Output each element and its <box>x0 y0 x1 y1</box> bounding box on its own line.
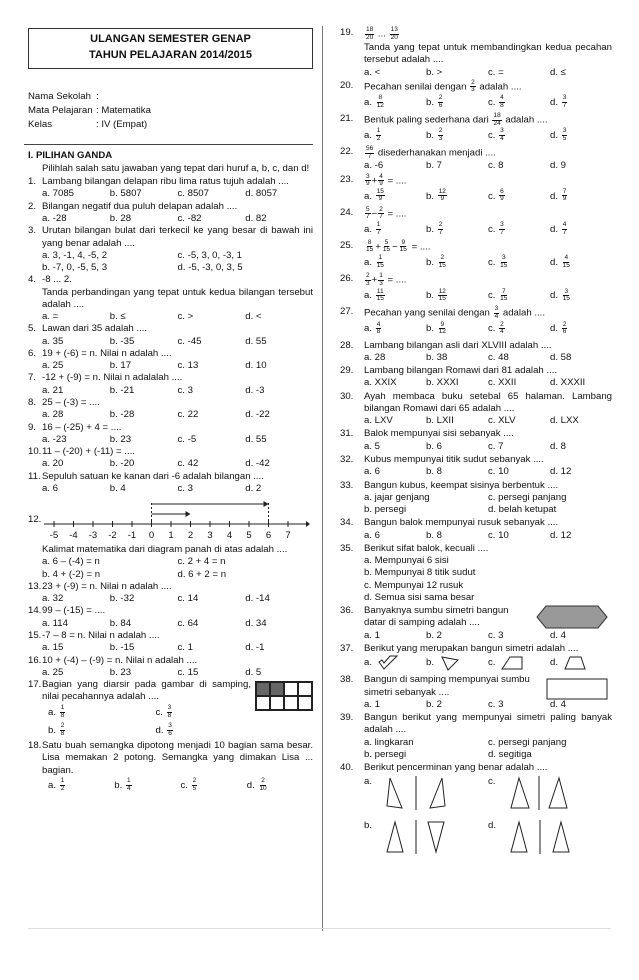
option-d: d. -22 <box>245 409 270 421</box>
option-a: a. 25 <box>42 666 64 678</box>
tick-label: 4 <box>226 530 233 542</box>
question-number: 15. <box>28 629 42 641</box>
school-name-value: : <box>96 90 99 102</box>
question-number: 36. <box>340 605 354 617</box>
subject-value: : Matematika <box>96 105 151 117</box>
option-a: a. $\frac{1}{8}$ <box>48 704 65 719</box>
option-c: c. 2 + 4 = n <box>177 556 226 568</box>
option-c: c. 8 <box>488 160 504 172</box>
question-30: 30. Ayah membaca buku setebal 65 halaman. Lambang bilangan Romawi dari 65 adalah .... a. LXV b. LXII c. XLV d. LXX <box>340 390 612 427</box>
tick-label: 3 <box>207 530 213 542</box>
trapezoid-shape <box>501 655 523 671</box>
question-text: Balok mempunyai sisi sebanyak .... <box>364 428 514 440</box>
question-31: 31. Balok mempunyai sisi sebanyak .... a. 5 b. 6 c. 7 d. 8 <box>340 428 612 453</box>
question-text: -7 – 8 = n. Nilai n adalah .... <box>42 629 160 641</box>
class-label: Kelas <box>28 119 52 131</box>
school-name-label: Nama Sekolah <box>28 90 91 102</box>
tick-label: -4 <box>69 530 78 542</box>
question-text: Bangun di samping mempunyai sumbu simetri sebanyak .... <box>364 674 530 698</box>
option-d: d. 55 <box>245 335 267 347</box>
question-17 <box>28 679 313 740</box>
question-number: 18. <box>28 740 42 751</box>
question-22: 22. $\frac{56}{7}$ disederhanakan menjadi .... a. -6 b. 7 c. 8 d. 9 <box>340 146 612 172</box>
question-number: 40. <box>340 762 354 774</box>
question-text: Bangun berikut yang mempunyai simetri paling banyak adalah .... <box>364 712 612 736</box>
question-text: Lambang bilangan Romawi dari 81 adalah .... <box>364 365 558 377</box>
question-text: 16 – (-25) + 4 = .... <box>42 421 122 433</box>
question-text: Bagian yang diarsir pada gambar di samping, nilai pecahannya adalah .... <box>42 679 251 703</box>
option-d: d. 8057 <box>245 188 278 200</box>
option-a: a. 20 <box>42 458 64 470</box>
option-d: d. 2 <box>245 482 262 494</box>
question-2 <box>28 201 313 226</box>
option-a: a. $\frac{1}{2}$ <box>48 777 65 792</box>
option-a: a. -28 <box>42 213 67 224</box>
question-35: 35. Berikut sifat balok, kecuali .... a. Mempunyai 6 sisi b. Mempunyai 8 titik sudut c. Mempunyai 12 rusuk d. Semua sisi sama besar <box>340 543 612 604</box>
question-12 <box>28 500 313 581</box>
tick-label: 1 <box>168 530 174 542</box>
option-b: b. -35 <box>109 335 135 347</box>
option-a: a. < <box>364 66 381 78</box>
trapezoid-shape <box>564 655 586 671</box>
question-number: 26. <box>340 273 354 285</box>
question-34: 34. Bangun balok mempunyai rusuk sebanyak .... a. 6 b. 8 c. 10 d. 12 <box>340 517 612 542</box>
question-text: Lambang bilangan delapan ribu lima ratus tujuh adalah .... <box>42 176 289 188</box>
fraction: $\frac{1}{8}$ <box>60 704 65 719</box>
grid-cell <box>270 696 284 710</box>
left-column <box>28 26 313 795</box>
option-c: c. 1 <box>177 642 193 654</box>
question-15 <box>28 630 313 655</box>
shaded-cell <box>270 682 284 696</box>
reflection-pair-a <box>386 776 448 810</box>
option-c: c. 3 <box>177 384 193 396</box>
option-b: b. -20 <box>109 458 135 470</box>
option-a: a. 6 <box>42 482 59 494</box>
option-c: c. 15 <box>177 666 199 678</box>
tick-label: -5 <box>49 530 59 542</box>
option-c: c. 64 <box>177 617 199 629</box>
question-38: 38. Bangun di samping mempunyai sumbu simetri sebanyak .... a. 1 b. 2 c. 3 d. 4 <box>340 674 612 711</box>
question-text: Berikut yang merupakan bangun simetri adalah .... <box>364 642 579 654</box>
question-text: Lambang bilangan asli dari XLVIII adalah .... <box>364 339 552 351</box>
fraction: $\frac{2}{8}$ <box>60 722 65 737</box>
tick-label: 0 <box>148 530 155 542</box>
option-b: b. 28 <box>109 213 132 224</box>
question-number: 10. <box>28 446 42 458</box>
question-1 <box>28 176 313 201</box>
reflection-pair-d <box>510 820 572 854</box>
question-number: 20. <box>340 79 354 91</box>
question-9 <box>28 422 313 447</box>
question-32: 32. Kubus mempunyai titik sudut sebanyak .... a. 6 b. 8 c. 10 d. 12 <box>340 454 612 479</box>
option-c: c. 8507 <box>177 188 209 200</box>
option-c: c. -5, 3, 0, -3, 1 <box>177 249 243 261</box>
question-14 <box>28 605 313 630</box>
question-27: 27. Pecahan yang senilai dengan $\frac{3}{4}$ adalah .... a. $\frac{4}{8}$ b. $\frac{9}{12}$ c. $\frac{2}{4}$ d. $\frac{2}{6}$ <box>340 305 567 336</box>
question-text: Urutan bilangan bulat dari terkecil ke yang besar di bawah ini yang benar adalah .... <box>42 225 313 249</box>
question-text: Berikut sifat balok, kecuali .... <box>364 542 489 554</box>
option-a: a. = <box>42 311 59 323</box>
option-d: d. -1 <box>245 642 265 654</box>
question-number: 22. <box>340 146 354 158</box>
option-a: a. 15 <box>42 642 64 654</box>
axis-arrow <box>306 521 310 527</box>
arrow-head <box>264 501 269 507</box>
option-c: c. = <box>488 66 504 78</box>
question-number: 24. <box>340 206 354 218</box>
reflection-pair-c <box>509 776 571 810</box>
option-a: a. 25 <box>42 360 64 372</box>
question-text: Tanda perbandingan yang tepat untuk kedua bilangan tersebut adalah .... <box>42 286 313 310</box>
question-number: 6. <box>28 347 37 359</box>
grid-cell <box>284 682 298 696</box>
question-number: 13. <box>28 580 42 592</box>
question-8 <box>28 397 313 422</box>
question-16 <box>28 655 313 680</box>
question-7 <box>28 372 313 397</box>
question-text: Bangun balok mempunyai rusuk sebanyak .... <box>364 517 559 529</box>
option-b: b. 23 <box>109 666 132 678</box>
option-c: c. -5 <box>177 433 197 445</box>
question-number: 31. <box>340 428 354 440</box>
question-23: 23. $\frac{3}{9}$ + $\frac{4}{9}$ = .... a. $\frac{15}{9}$ b. $\frac{12}{9}$ c. $\frac{6}{9}$ d. $\frac{7}{9}$ <box>340 172 567 203</box>
question-6 <box>28 348 313 373</box>
question-number: 21. <box>340 113 354 125</box>
option-a: a. -23 <box>42 433 67 445</box>
option-a: a. 32 <box>42 593 64 605</box>
option-a: a. 114 <box>42 617 68 629</box>
question-19: 19. $\frac{18}{20}$ ... $\frac{13}{20}$ Tanda yang tepat untuk membandingkan kedua pecahan tersebut adalah .... a. < b. > c. = d. ≤ <box>340 26 612 78</box>
option-b: b. -32 <box>109 593 135 605</box>
question-text: 19 + (-6) = n. Nilai n adalah .... <box>42 347 172 359</box>
question-28: 28. Lambang bilangan asli dari XLVIII adalah .... a. 28 b. 38 c. 48 d. 58 <box>340 340 612 365</box>
question-number: 5. <box>28 323 37 335</box>
question-21: 21. Bentuk paling sederhana dari $\frac{18}{24}$ adalah .... a. $\frac{1}{2}$ b. $\frac{2}{3}$ c. $\frac{3}{4}$ d. $\frac{3}{5}$ <box>340 112 567 142</box>
question-text: 11 – (-20) + (-11) = .... <box>42 446 135 458</box>
question-33: 33. Bangun kubus, keempat sisinya berbentuk .... a. jajar genjang c. persegi panjang b. persegi d. belah ketupat <box>340 480 612 517</box>
option-d: d. 82 <box>245 213 267 224</box>
question-text: Satu buah semangka dipotong menjadi 10 bagian sama besar. Lisa memakan 2 potong. Semangka yang dimakan Lisa ... bagian. <box>42 740 313 776</box>
question-18 <box>28 740 313 795</box>
column-divider <box>322 26 323 931</box>
option-d: d. 34 <box>245 617 267 629</box>
question-number: 1. <box>28 176 37 188</box>
option-c: c. > <box>177 311 194 323</box>
tick-label: 6 <box>265 530 272 542</box>
subject-row <box>28 105 313 117</box>
right-column <box>340 26 612 854</box>
option-b: b. 4 <box>109 482 126 494</box>
question-number: 32. <box>340 453 354 465</box>
question-number: 30. <box>340 390 354 402</box>
option-c: c. 14 <box>177 593 199 605</box>
school-name-row <box>28 91 313 103</box>
question-number: 8. <box>28 396 37 408</box>
question-number: 7. <box>28 372 37 384</box>
question-number: 38. <box>340 674 354 686</box>
divider <box>24 144 313 145</box>
question-39: 39. Bangun berikut yang mempunyai simetri paling banyak adalah .... a. lingkaran c. persegi panjang b. persegi d. segitiga <box>340 712 612 760</box>
option-d: d. 55 <box>245 433 267 445</box>
exam-year: TAHUN PELAJARAN 2014/2015 <box>88 48 253 61</box>
question-number: 23. <box>340 173 354 185</box>
question-text: 23 + (-9) = n. Nilai n adalah .... <box>42 580 172 592</box>
instruction: Pilihlah salah satu jawaban yang tepat dari huruf a, b, c, dan d! <box>42 162 310 174</box>
option-b: b. 17 <box>109 360 132 372</box>
question-11 <box>28 471 313 496</box>
option-a: a. -6 <box>364 160 384 172</box>
question-text: Bangun kubus, keempat sisinya berbentuk .... <box>364 479 559 491</box>
option-b: b. $\frac{2}{8}$ <box>48 722 65 737</box>
option-b: b. -7, 0, -5, 5, 3 <box>42 262 108 274</box>
question-number: 11. <box>28 470 41 482</box>
question-text: 25 – (-3) = .... <box>42 396 100 408</box>
option-d: d. 9 <box>550 160 567 172</box>
option-d: d. $\frac{3}{6}$ <box>155 722 172 737</box>
question-number: 12. <box>28 514 42 526</box>
option-b: b. 84 <box>109 617 132 629</box>
question-25: 25. $\frac{8}{15}$ + $\frac{5}{15}$ − $\frac{9}{15}$ = .... a. $\frac{1}{15}$ b. $\frac{2}{15}$ c. $\frac{3}{15}$ d. $\frac{4}{15}$ <box>340 238 570 269</box>
option-c: c. $\frac{3}{8}$ <box>155 704 172 719</box>
question-number: 14. <box>28 605 42 617</box>
question-text: Berikut pencerminan yang benar adalah .... <box>364 762 548 774</box>
question-20: 20. Pecahan senilai dengan $\frac{2}{3}$ adalah .... a. $\frac{8}{12}$ b. $\frac{2}{6}$ c. $\frac{4}{8}$ d. $\frac{3}{7}$ <box>340 78 567 109</box>
option-d: d. 10 <box>245 360 267 372</box>
option-d: d. -3 <box>245 384 265 396</box>
option-a: a. 7085 <box>42 188 75 200</box>
tick-label: -1 <box>127 530 137 542</box>
question-text: Ayah membaca buku setebal 65 halaman. Lambang bilangan Romawi dari 65 adalah .... <box>364 390 612 414</box>
grid-cell <box>298 682 312 696</box>
question-text: -12 + (-9) = n. Nilai n adalalah .... <box>42 372 183 384</box>
arrow-head <box>186 511 191 517</box>
number-line-diagram <box>42 500 310 544</box>
option-c: c. 42 <box>177 458 199 470</box>
question-number: 9. <box>28 421 37 433</box>
option-d: d. < <box>245 311 262 323</box>
option-d: d. 6 + 2 = n <box>177 568 227 580</box>
question-text: Tanda yang tepat untuk membandingkan kedua pecahan tersebut adalah .... <box>364 42 612 66</box>
shaded-cell <box>256 682 270 696</box>
option-b: b. $\frac{1}{4}$ <box>114 777 131 792</box>
question-number: 16. <box>28 654 42 666</box>
option-c: c. -45 <box>177 335 202 347</box>
option-a: a. 21 <box>42 384 64 396</box>
question-number: 25. <box>340 239 354 251</box>
tick-label: -2 <box>108 530 117 542</box>
option-b: b. -28 <box>109 409 135 421</box>
question-24: 24. $\frac{5}{7}$ − $\frac{2}{7}$ = .... a. $\frac{1}{7}$ b. $\frac{2}{7}$ c. $\frac{3}{7}$ d. $\frac{4}{7}$ <box>340 205 567 236</box>
grid-cell <box>298 696 312 710</box>
option-b: b. > <box>426 66 443 78</box>
class-row <box>28 119 313 131</box>
grid-cell <box>284 696 298 710</box>
question-36: 36. Banyaknya sumbu simetri bangun datar di samping adalah .... a. 1 b. 2 c. 3 d. 4 <box>340 605 612 642</box>
question-number: 28. <box>340 339 354 351</box>
option-a: a. 6 – (-4) = n <box>42 556 100 568</box>
question-text: Banyaknya sumbu simetri bangun datar di samping adalah .... <box>364 605 509 629</box>
question-10 <box>28 446 313 471</box>
option-b: b. 4 + (-2) = n <box>42 568 101 580</box>
question-37: 37. Berikut yang merupakan bangun simetri adalah .... a. b. c. d. <box>340 643 612 671</box>
question-number: 34. <box>340 517 354 529</box>
question-text: 10 + (-4) – (-9) = n. Nilai n adalah .... <box>42 654 198 666</box>
question-number: 29. <box>340 365 354 377</box>
question-40: 40. Berikut pencerminan yang benar adalah .... a. c. b. d. <box>340 762 612 854</box>
question-3 <box>28 225 313 274</box>
question-number: 33. <box>340 479 354 491</box>
question-number: 3. <box>28 225 37 237</box>
question-text: Kubus mempunyai titik sudut sebanyak .... <box>364 453 544 465</box>
option-b: b. ≤ <box>109 311 126 323</box>
question-13 <box>28 581 313 606</box>
grid-cell <box>256 696 270 710</box>
option-b: b. -21 <box>109 384 135 396</box>
question-number: 35. <box>340 542 354 554</box>
question-number: 19. <box>340 27 354 38</box>
question-text: -8 ... 2. <box>42 274 72 286</box>
option-b: b. 5807 <box>109 188 142 200</box>
option-b: b. -15 <box>109 642 135 654</box>
option-d: d. ≤ <box>550 66 566 78</box>
option-c: c. 3 <box>177 482 193 494</box>
rectangle-shape <box>546 678 608 700</box>
exam-title: ULANGAN SEMESTER GENAP <box>90 33 251 45</box>
triangle-shape <box>440 655 460 671</box>
question-29: 29. Lambang bilangan Romawi dari 81 adalah .... a. XXIX b. XXXI c. XXII d. XXXII <box>340 365 612 390</box>
question-number: 17. <box>28 679 42 691</box>
question-number: 27. <box>340 306 354 318</box>
bottom-rule <box>28 928 611 929</box>
hexagon-shape <box>536 605 608 629</box>
option-c: c. -82 <box>177 213 202 224</box>
option-d: d. $\frac{2}{10}$ <box>246 777 267 792</box>
section-heading: I. PILIHAN GANDA <box>28 149 113 161</box>
option-c: c. 22 <box>177 409 199 421</box>
option-d: d. -5, -3, 0, 3, 5 <box>177 262 243 274</box>
option-c: c. 13 <box>177 360 199 372</box>
option-d: d. -42 <box>245 458 270 470</box>
option-b: b. 7 <box>426 160 443 172</box>
option-a: a. 35 <box>42 335 64 347</box>
question-number: 4. <box>28 274 37 286</box>
question-26: 26. $\frac{2}{3}$ + $\frac{1}{3}$ = .... a. $\frac{11}{15}$ b. $\frac{12}{15}$ c. $\frac{7}{15}$ d. $\frac{3}{15}$ <box>340 272 570 303</box>
question-text: Lawan dari 35 adalah .... <box>42 323 148 335</box>
question-text: Sepuluh satuan ke kanan dari -6 adalah bilangan .... <box>42 470 264 482</box>
question-4 <box>28 274 313 323</box>
question-number: 37. <box>340 642 354 654</box>
option-d: d. -14 <box>245 593 270 605</box>
option-a: a. 28 <box>42 409 64 421</box>
question-number: 2. <box>28 200 37 212</box>
option-d: d. 5 <box>245 666 262 678</box>
check-shape <box>378 655 398 671</box>
option-b: b. 23 <box>109 433 132 445</box>
exam-title-box <box>28 28 313 69</box>
question-text: Kalimat matematika dari diagram panah di atas adalah .... <box>42 544 288 556</box>
tick-label: -3 <box>88 530 98 542</box>
reflection-pair-b <box>386 820 448 854</box>
option-a: a. 3, -1, 4, -5, 2 <box>42 249 108 261</box>
question-text: 99 – (-15) = .... <box>42 605 106 617</box>
question-5 <box>28 323 313 348</box>
question-text: Bilangan negatif dua puluh delapan adalah .... <box>42 200 238 212</box>
tick-label: 2 <box>187 530 194 542</box>
subject-label: Mata Pelajaran <box>28 105 93 117</box>
question-number: 39. <box>340 712 354 724</box>
class-value: : IV (Empat) <box>96 119 148 131</box>
fraction-grid-diagram <box>255 681 313 711</box>
fraction: $\frac{3}{6}$ <box>168 722 172 737</box>
tick-label: 7 <box>285 530 291 542</box>
option-c: c. $\frac{2}{5}$ <box>180 777 197 792</box>
fraction: $\frac{3}{8}$ <box>167 704 172 719</box>
tick-label: 5 <box>246 530 252 542</box>
